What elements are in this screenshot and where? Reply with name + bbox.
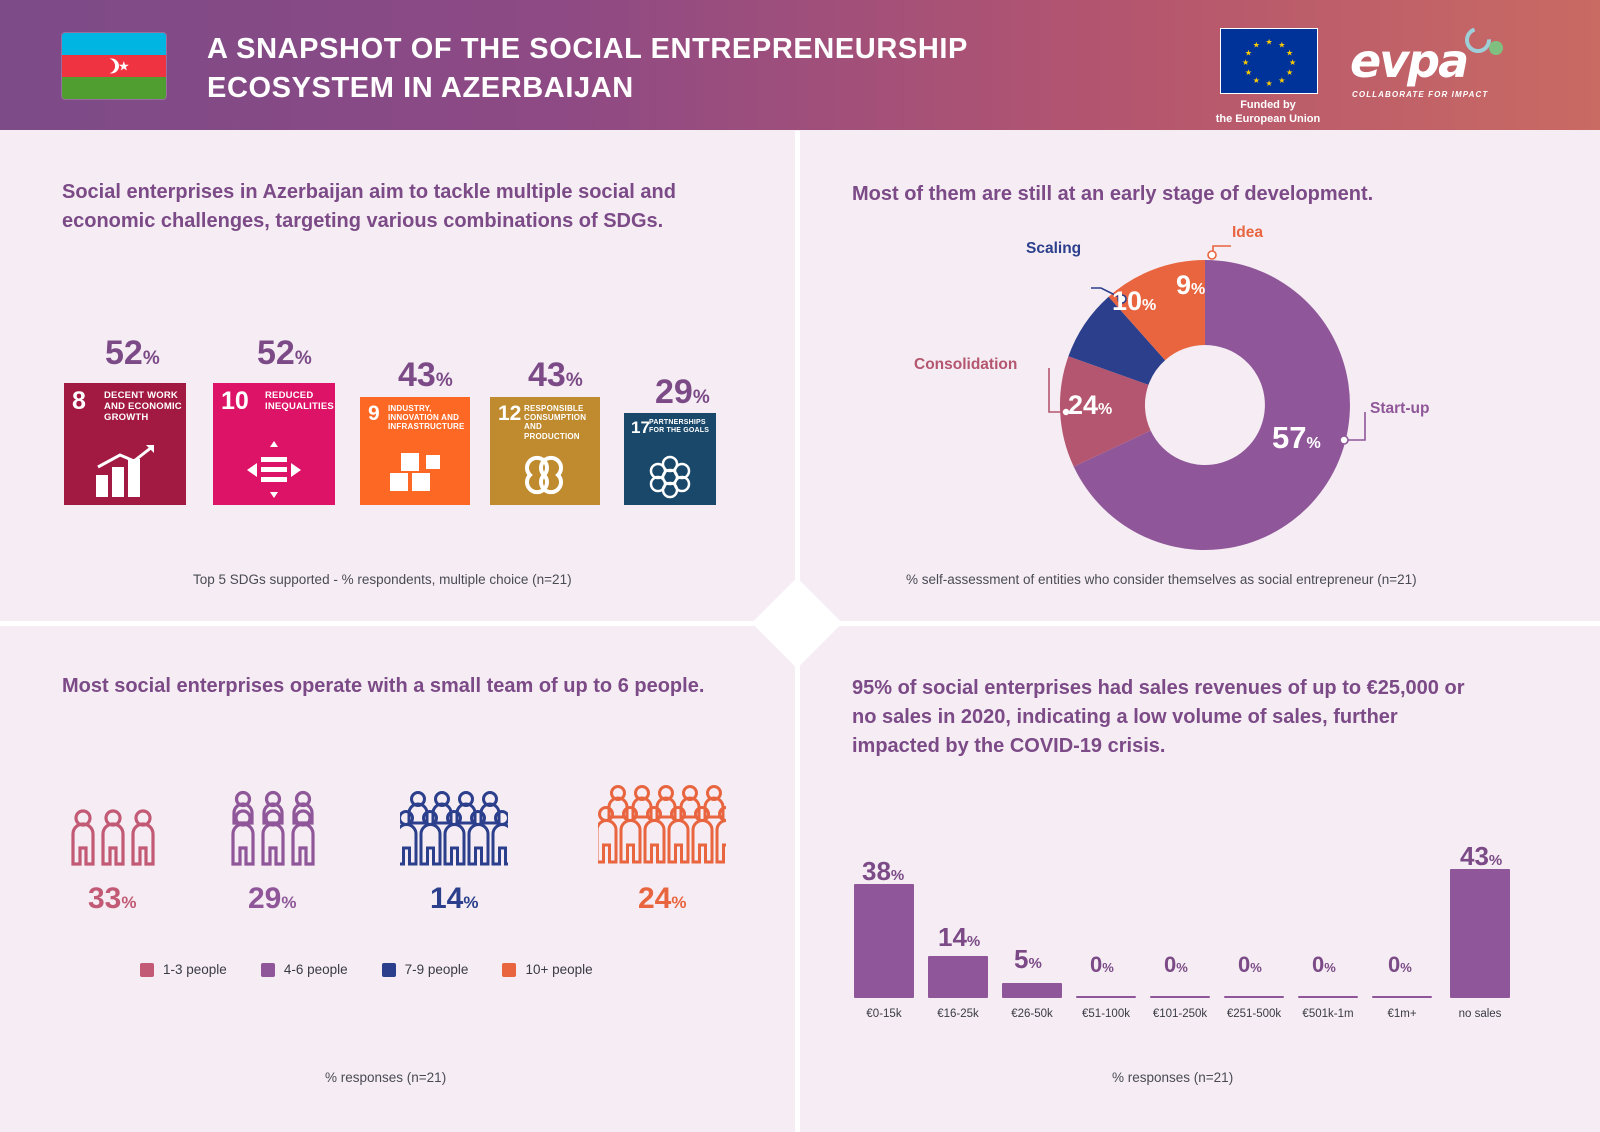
sdg-pct-5: 29% — [655, 373, 710, 411]
revenue-caption: % responses (n=21) — [1112, 1070, 1234, 1085]
donut-pct-startup: 57% — [1272, 420, 1321, 455]
revenue-panel-title: 95% of social enterprises had sales revenues of up to €25,000 or no sales in 2020, indicating a low volume of sales, further impacted by the COVID-19 crisis. — [852, 677, 1465, 757]
donut-label-idea: Idea — [1232, 224, 1264, 241]
svg-text:★: ★ — [1265, 37, 1273, 47]
sdg-card-17 — [624, 413, 716, 505]
sdg-number-10: 10 — [221, 387, 249, 415]
svg-text:★: ★ — [1241, 58, 1249, 68]
svg-text:★: ★ — [1252, 75, 1260, 85]
bar-value-251-500k: 0% — [1238, 952, 1262, 977]
sdg-card-10 — [213, 383, 335, 505]
legend-swatch-3 — [382, 963, 396, 977]
legend-item-1 — [140, 962, 227, 977]
bar-value-51-100k: 0% — [1090, 952, 1114, 977]
bar-category-501k-1m: €501k-1m — [1302, 1008, 1354, 1020]
sdg-caption: Top 5 SDGs supported - % respondents, multiple choice (n=21) — [193, 572, 572, 587]
sdg-label-8: DECENT WORK AND ECONOMIC GROWTH — [104, 390, 182, 423]
equals-arrows-icon — [213, 439, 335, 501]
sdg-card-9 — [360, 397, 470, 505]
legend-item-2 — [261, 962, 348, 977]
team-legend — [140, 962, 593, 977]
donut-label-consolidation: Consolidation — [914, 356, 1018, 373]
stage-caption: % self-assessment of entities who consider themselves as social entrepreneur (n=21) — [906, 572, 1417, 587]
bar-51-100k — [1076, 996, 1136, 998]
bar-category-1m-plus: €1m+ — [1387, 1008, 1417, 1020]
team-panel-title: Most social enterprises operate with a small team of up to 6 people. — [62, 675, 705, 697]
sdg-number-9: 9 — [368, 402, 380, 425]
bar-101-250k — [1150, 996, 1210, 998]
sdg-label-12: RESPONSIBLE CONSUMPTION AND PRODUCTION — [524, 404, 587, 441]
team-pct-1: 33% — [88, 882, 137, 915]
people-icon-group-3 — [400, 790, 508, 870]
team-pct-4: 24% — [638, 882, 687, 915]
svg-text:★: ★ — [1286, 68, 1294, 78]
legend-item-4 — [502, 962, 592, 977]
svg-text:★: ★ — [1288, 58, 1297, 68]
svg-text:★: ★ — [1265, 78, 1273, 88]
legend-label-3: 7-9 people — [404, 962, 469, 977]
bar-26-50k — [1002, 983, 1062, 998]
bar-value-501k-1m: 0% — [1312, 952, 1336, 977]
circles-ring-icon — [624, 453, 716, 501]
svg-text:★: ★ — [1278, 75, 1286, 85]
stage-panel-title: Most of them are still at an early stage of development. — [852, 183, 1374, 205]
eu-funding-line2: the European Union — [1215, 113, 1321, 126]
blocks-icon — [360, 445, 470, 501]
sdg-pct-2: 52% — [257, 334, 312, 372]
donut-pct-scaling: 10% — [1112, 286, 1157, 316]
sdg-number-17: 17 — [631, 418, 650, 437]
sdg-card-12 — [490, 397, 600, 505]
people-icon-group-2 — [228, 790, 318, 870]
sdg-number-8: 8 — [72, 387, 86, 415]
bar-category-no-sales: no sales — [1458, 1008, 1502, 1020]
azerbaijan-flag-icon: ★ — [62, 33, 166, 99]
eu-funding-caption — [1194, 98, 1342, 127]
team-pct-2: 29% — [248, 882, 297, 915]
bar-value-0-15k: 38% — [862, 856, 905, 886]
svg-text:★: ★ — [1252, 40, 1260, 50]
sdg-pct-4: 43% — [528, 356, 583, 394]
evpa-logo-text: evpa — [1350, 34, 1468, 88]
legend-swatch-4 — [502, 963, 516, 977]
sdg-pct-1: 52% — [105, 334, 160, 372]
bar-16-25k — [928, 956, 988, 998]
svg-text:★: ★ — [1244, 68, 1252, 78]
bar-category-251-500k: €251-500k — [1226, 1008, 1282, 1020]
growth-chart-icon — [64, 439, 186, 501]
legend-label-1: 1-3 people — [163, 962, 227, 977]
bar-1m-plus — [1372, 996, 1432, 998]
bar-value-1m-plus: 0% — [1388, 952, 1412, 977]
panel-team — [0, 626, 795, 1132]
bar-category-51-100k: €51-100k — [1082, 1008, 1130, 1020]
bar-value-no-sales: 43% — [1460, 841, 1503, 871]
sdg-panel-title: Social enterprises in Azerbaijan aim to tackle multiple social and economic challenges, targeting various combinations of SDGs. — [62, 181, 676, 232]
legend-label-4: 10+ people — [525, 962, 593, 977]
people-icon-group-4 — [598, 784, 726, 870]
donut-label-startup: Start-up — [1370, 400, 1430, 417]
page-header — [0, 0, 1600, 130]
svg-text:★: ★ — [1286, 48, 1294, 58]
donut-label-scaling: Scaling — [1026, 240, 1082, 257]
sdg-label-9: INDUSTRY, INNOVATION AND INFRASTRUCTURE — [388, 404, 465, 432]
bar-category-101-250k: €101-250k — [1152, 1008, 1208, 1020]
bar-value-26-50k: 5% — [1014, 944, 1042, 974]
bar-251-500k — [1224, 996, 1284, 998]
bar-category-0-15k: €0-15k — [866, 1008, 902, 1020]
sdg-label-17: PARTNERSHIPS FOR THE GOALS — [649, 419, 710, 435]
svg-text:★: ★ — [1278, 40, 1286, 50]
sdg-number-12: 12 — [498, 402, 522, 425]
sdg-pct-3: 43% — [398, 356, 453, 394]
eu-funding-line1: Funded by — [1240, 99, 1296, 111]
legend-swatch-1 — [140, 963, 154, 977]
bar-no-sales — [1450, 869, 1510, 998]
legend-swatch-2 — [261, 963, 275, 977]
people-icon-group-1 — [68, 808, 158, 870]
sdg-card-8 — [64, 383, 186, 505]
bar-501k-1m — [1298, 996, 1358, 998]
donut-pct-idea: 9% — [1176, 270, 1206, 300]
infinity-icon — [490, 449, 600, 501]
sdg-label-10: REDUCED INEQUALITIES — [265, 390, 334, 412]
european-union-flag-icon — [1220, 28, 1318, 94]
team-caption: % responses (n=21) — [325, 1070, 447, 1085]
bar-category-16-25k: €16-25k — [937, 1008, 979, 1020]
evpa-tagline: COLLABORATE FOR IMPACT — [1352, 90, 1489, 99]
bar-value-101-250k: 0% — [1164, 952, 1188, 977]
svg-text:★: ★ — [1244, 48, 1252, 58]
bar-value-16-25k: 14% — [938, 922, 981, 952]
legend-label-2: 4-6 people — [283, 962, 348, 977]
team-pct-3: 14% — [430, 882, 479, 915]
bar-0-15k — [854, 884, 914, 998]
evpa-logo — [1350, 28, 1510, 100]
page-title: A SNAPSHOT OF THE SOCIAL ENTREPRENEURSHIP ECOSYSTEM IN AZERBAIJAN — [207, 33, 968, 104]
donut-pct-consolidation: 24% — [1068, 390, 1113, 420]
legend-item-3 — [382, 962, 469, 977]
bar-category-26-50k: €26-50k — [1011, 1008, 1053, 1020]
